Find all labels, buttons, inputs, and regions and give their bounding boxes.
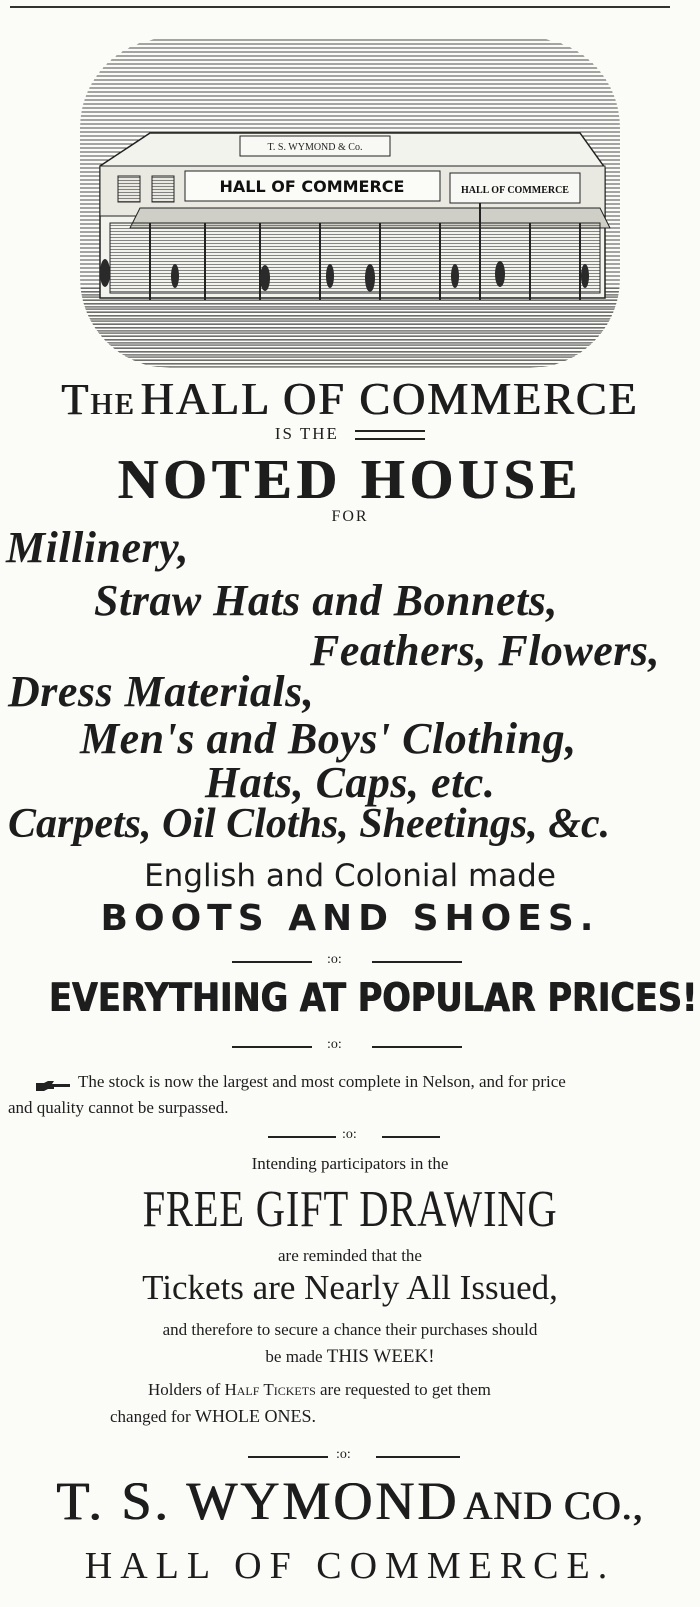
goods-item: Hats, Caps, etc.	[205, 758, 496, 807]
footer-name-line	[0, 1470, 700, 1532]
is-the-text: IS THE	[274, 424, 339, 443]
half-tickets: Half Tickets	[224, 1380, 316, 1399]
stock-text-1: The stock is now the largest and most complete in Nelson, and for price	[78, 1072, 566, 1091]
engraving-sign-front: HALL OF COMMERCE	[219, 177, 405, 196]
made-pre: be made	[265, 1347, 323, 1366]
whole-ones: WHOLE ONES.	[194, 1406, 316, 1426]
footer-name: T. S. WYMOND	[56, 1471, 460, 1531]
gift-intro: Intending participators in the	[251, 1154, 449, 1173]
holders-post: are requested to get them	[320, 1380, 491, 1399]
made-line	[0, 1346, 700, 1368]
boots-line-1: English and Colonial made	[144, 858, 556, 894]
holders-pre: Holders of	[148, 1380, 221, 1399]
popular-prices-banner: EVERYTHING AT POPULAR PRICES!	[49, 976, 698, 1021]
separator: :o:	[268, 1130, 440, 1144]
separator: :o:	[248, 1450, 460, 1464]
engraving-sign-side: HALL OF COMMERCE	[461, 185, 569, 196]
ornament-rule	[355, 430, 425, 440]
title-the: The	[61, 375, 136, 424]
is-the-line	[0, 424, 700, 444]
footer-place: HALL OF COMMERCE.	[84, 1545, 616, 1587]
storefront-engraving	[80, 38, 620, 368]
noted-house: NOTED HOUSE	[117, 449, 583, 511]
separator: :o:	[232, 1040, 462, 1054]
goods-item: Dress Materials,	[8, 667, 315, 716]
goods-item: Carpets, Oil Cloths, Sheetings, &c.	[8, 801, 611, 847]
secure-line: and therefore to secure a chance their purchases should	[162, 1320, 538, 1339]
page-title	[0, 372, 700, 425]
top-rule	[10, 6, 670, 8]
tickets-line: Tickets are Nearly All Issued,	[142, 1268, 558, 1307]
changed-pre: changed for	[110, 1407, 191, 1426]
for-text: FOR	[331, 508, 369, 525]
engraving-sign-top: T. S. WYMOND & Co.	[267, 142, 363, 153]
pointing-hand-icon	[34, 1077, 72, 1089]
goods-item: Millinery,	[6, 523, 190, 572]
goods-item: Straw Hats and Bonnets,	[94, 576, 558, 625]
goods-item: Men's and Boys' Clothing,	[80, 714, 577, 763]
stock-line-2: and quality cannot be surpassed.	[8, 1098, 229, 1117]
separator: :o:	[232, 955, 462, 969]
gift-reminded: are reminded that the	[278, 1246, 422, 1265]
boots-line-2: BOOTS AND SHOES.	[100, 898, 600, 939]
title-main: HALL OF COMMERCE	[140, 373, 639, 424]
goods-item: Feathers, Flowers,	[310, 626, 661, 675]
stock-line-1	[34, 1072, 566, 1092]
footer-and-co: AND CO.,	[463, 1483, 644, 1528]
this-week: THIS WEEK!	[326, 1346, 435, 1367]
free-gift-title: FREE GIFT DRAWING	[142, 1181, 558, 1238]
holders-line	[148, 1380, 491, 1400]
changed-line	[110, 1406, 316, 1427]
